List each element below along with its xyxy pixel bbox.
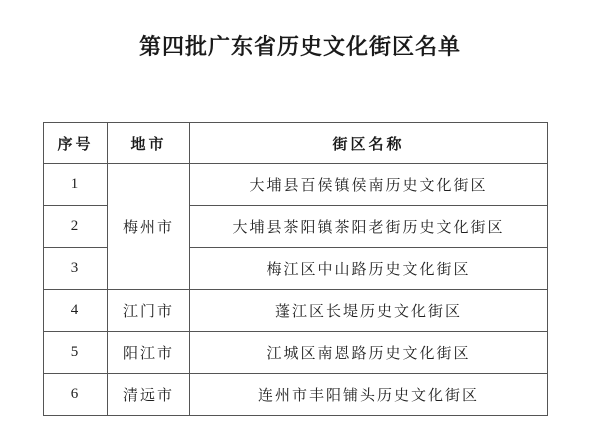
row-number: 1 (44, 164, 108, 206)
table-row (44, 332, 548, 374)
row-number: 5 (44, 332, 108, 374)
row-district-name: 江城区南恩路历史文化街区 (190, 332, 548, 374)
table-row (44, 290, 548, 332)
row-district-name: 蓬江区长堤历史文化街区 (190, 290, 548, 332)
row-district-name: 梅江区中山路历史文化街区 (190, 248, 548, 290)
row-city: 梅州市 (108, 164, 190, 290)
row-district-name: 连州市丰阳铺头历史文化街区 (190, 374, 548, 416)
document-title: 第四批广东省历史文化街区名单 (138, 34, 461, 60)
row-number: 2 (44, 206, 108, 248)
row-district-name: 大埔县茶阳镇茶阳老街历史文化街区 (190, 206, 548, 248)
row-city: 江门市 (108, 290, 190, 332)
row-district-name: 大埔县百侯镇侯南历史文化街区 (190, 164, 548, 206)
row-number: 6 (44, 374, 108, 416)
row-city: 阳江市 (108, 332, 190, 374)
historic-district-table (43, 122, 548, 416)
header-number: 序号 (44, 123, 108, 164)
row-city: 清远市 (108, 374, 190, 416)
row-number: 3 (44, 248, 108, 290)
header-district-name: 街区名称 (190, 123, 548, 164)
table-row (44, 374, 548, 416)
header-city: 地市 (108, 123, 190, 164)
row-number: 4 (44, 290, 108, 332)
table-row (44, 164, 548, 206)
table-header-row (44, 123, 548, 164)
